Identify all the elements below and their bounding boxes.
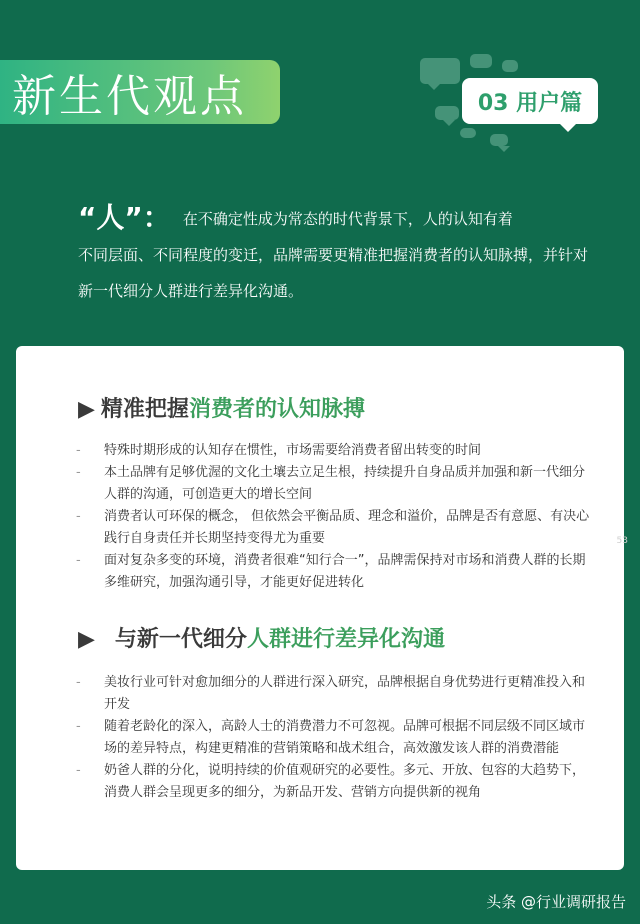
dash-marker: - xyxy=(76,763,81,778)
dash-marker: - xyxy=(76,465,81,480)
section-heading-insight xyxy=(78,392,365,423)
chat-bubble-icon xyxy=(435,106,459,120)
chat-bubble-icon xyxy=(460,128,476,138)
section-heading-communication xyxy=(78,622,445,653)
communication-list xyxy=(74,672,594,804)
dash-marker: - xyxy=(76,509,81,524)
chat-bubble-icon xyxy=(502,60,518,72)
intro-rest: 不同层面、不同程度的变迁，品牌需要更精准把握消费者的认知脉搏，并针对新一代细分人群进行差异化沟通。 xyxy=(78,246,589,300)
heading-highlight: 人群进行差异化沟通 xyxy=(246,627,445,652)
list-item: - 本土品牌有足够优渥的文化土壤去立足生根，持续提升自身品质并加强和新一代细分人群的沟通，可创造更大的增长空间 xyxy=(74,462,594,506)
chat-bubble-icon xyxy=(470,54,492,68)
dash-marker: - xyxy=(76,443,81,458)
dash-marker: - xyxy=(76,675,81,690)
dash-marker: - xyxy=(76,553,81,568)
intro-lead: 在不确定性成为常态的时代背景下，人的认知有着 xyxy=(182,210,513,228)
insight-list xyxy=(74,440,594,594)
heading-highlight: 消费者的认知脉搏 xyxy=(188,397,365,422)
watermark: 头条 @行业调研报告 xyxy=(486,893,626,911)
list-item: - 面对复杂多变的环境，消费者很难“知行合一”，品牌需保持对市场和消费人群的长期多维研究，加强沟通引导，才能更好促进转化 xyxy=(74,550,594,594)
content-card xyxy=(16,346,624,870)
list-item: - 随着老龄化的深入，高龄人士的消费潜力不可忽视。品牌可根据不同层级不同区域市场的差异特点，构建更精准的营销策略和战术组合，高效激发该人群的消费潜能 xyxy=(74,716,594,760)
chat-bubble-icon xyxy=(420,58,460,84)
list-item: - 美妆行业可针对愈加细分的人群进行深入研究，品牌根据自身优势进行更精准投入和开发 xyxy=(74,672,594,716)
list-item: - 消费者认可环保的概念， 但依然会平衡品质、理念和溢价，品牌是否有意愿、有决心践行自身责任并长期坚持变得尤为重要 xyxy=(74,506,594,550)
page-number: 53 xyxy=(616,536,628,546)
triangle-arrow-icon: ▶ xyxy=(78,627,95,652)
section-label: 03 用户篇 xyxy=(462,78,598,124)
page-title: 新生代观点 xyxy=(12,71,247,122)
dash-marker: - xyxy=(76,719,81,734)
heading-plain: 与新一代细分 xyxy=(114,627,247,652)
list-item: - 奶爸人群的分化，说明持续的价值观研究的必要性。多元、开放、包容的大趋势下，消费人群会呈现更多的细分，为新品开发、营销方向提供新的视角 xyxy=(74,760,594,804)
intro-quote-word: “人”： xyxy=(78,201,171,234)
intro-paragraph xyxy=(78,200,598,309)
heading-plain: 精准把握 xyxy=(100,397,189,422)
title-banner xyxy=(0,60,280,124)
chat-bubble-icon xyxy=(490,134,508,146)
list-item: - 特殊时期形成的认知存在惯性，市场需要给消费者留出转变的时间 xyxy=(74,440,594,462)
triangle-arrow-icon: ▶ xyxy=(78,397,95,422)
